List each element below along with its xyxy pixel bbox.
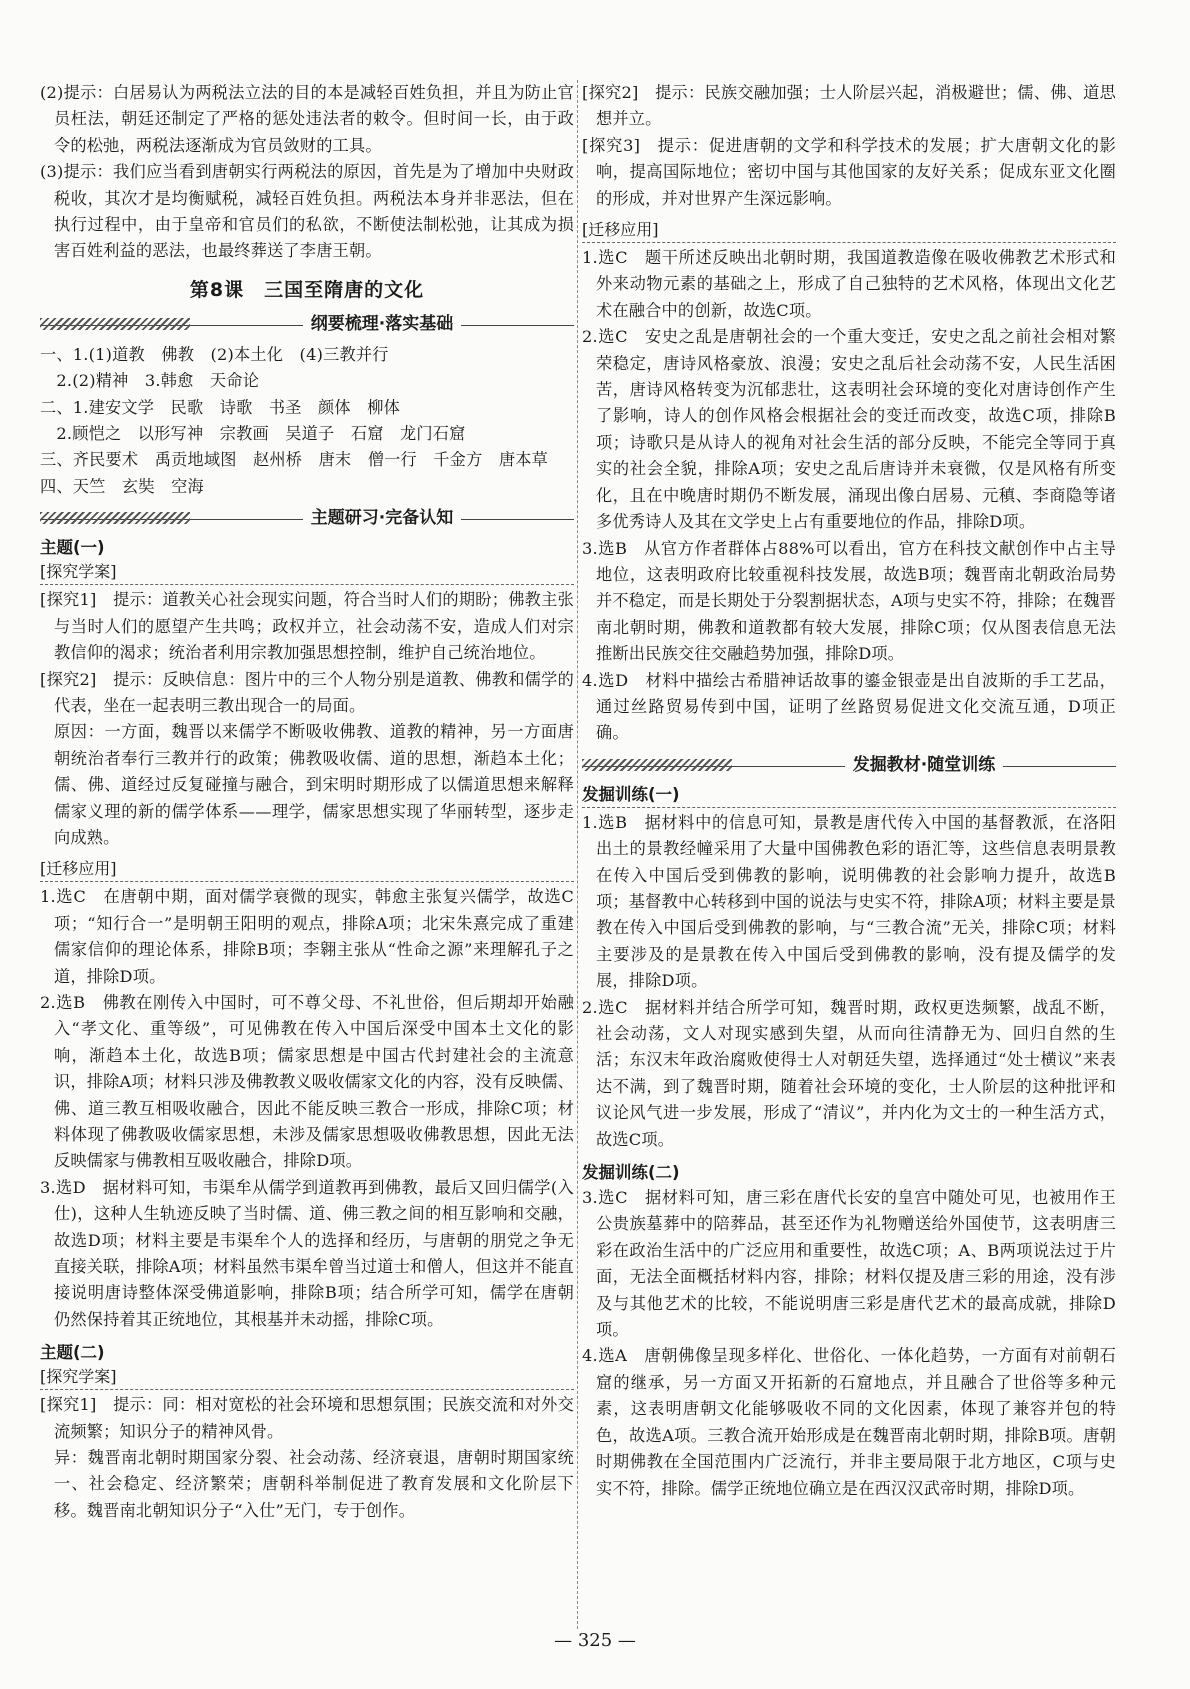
topic-heading: 主题(一) bbox=[40, 538, 105, 558]
column-divider bbox=[577, 80, 578, 1629]
answer-paragraph: [探究1] 提示：道教关心社会现实问题，符合当时人们的期盼；佛教主张与当时人们的愿望产生共鸣；政权并立，社会动荡不安，造成人们对宗教信仰的渴求；统治者利用宗教加强思想控制，维护自己统治地位。 bbox=[40, 590, 574, 663]
hatch-decoration bbox=[40, 512, 190, 524]
answer-paragraph: 4.选A 唐朝佛像呈现多样化、世俗化、一体化趋势，一方面有对前朝石窟的继承，另一方面又开拓新的石窟地点，并且融合了世俗等多种元素，这表明唐朝文化能够吸收不同的文化因素，体现了兼容并包的特色，故选A项。三教合流开始形成是在魏晋南北朝时期，排除B项。唐朝时期佛教在全国范围内广泛流行，并非主要局限于北方地区，C项与史实不符，排除。儒学正统地位确立是在西汉汉武帝时期，排除D项。 bbox=[582, 1346, 1116, 1498]
answer-paragraph: 异：魏晋南北朝时期国家分裂、社会动荡、经济衰退，唐朝时期国家统一、社会稳定、经济繁荣；唐朝科举制促进了教育发展和文化阶层下移。魏晋南北朝知识分子“入仕”无门，专于创作。 bbox=[54, 1448, 574, 1520]
answer-paragraph: [探究1] 提示：同：相对宽松的社会环境和思想氛围；民族交流和对外交流频繁；知识分子的精神风骨。 bbox=[40, 1395, 574, 1441]
right-column bbox=[582, 80, 1116, 1609]
answer-paragraph: [探究2] 提示：反映信息：图片中的三个人物分别是道教、佛教和儒学的代表，坐在一起表明三教出现合一的局面。 bbox=[40, 669, 574, 715]
answer-paragraph: [探究3] 提示：促进唐朝的文学和科学技术的发展；扩大唐朝文化的影响，提高国际地位；密切中国与其他国家的友好关系；促成东亚文化圈的形成，并对世界产生深远影响。 bbox=[582, 135, 1116, 208]
training-heading: 发掘训练(一) bbox=[582, 783, 1116, 808]
section-banner-label: 发掘教材·随堂训练 bbox=[845, 755, 1003, 775]
answer-paragraph: 1.选B 据材料中的信息可知，景教是唐代传入中国的基督教派，在洛阳出土的景教经幢采用了大量中国佛教色彩的语汇等，这些信息表明景教在传入中国后受到佛教的影响，说明佛教的社会影响力提升，故选B项；基督教中心转移到中国的说法与史实不符，排除A项；材料主要是景教在传入中国后受到佛教的影响，与“三教合流”无关，排除C项；材料主要涉及的是景教在传入中国后受到佛教的影响，没有提及儒学的发展，排除D项。 bbox=[582, 812, 1116, 991]
outline-line: 二、1.建安文学 民歌 诗歌 书圣 颜体 柳体 bbox=[40, 397, 400, 417]
subsection-label: [探究学案] bbox=[40, 1365, 574, 1390]
left-column bbox=[40, 80, 574, 1609]
topic-heading: 主题(二) bbox=[40, 1343, 105, 1363]
answer-paragraph: 3.选B 从官方作者群体占88%可以看出，官方在科技文献创作中占主导地位，这表明政府比较重视科技发展，故选B项；魏晋南北朝政治局势并不稳定，而是长期处于分裂割据状态，A项与史实不符，排除；在魏晋南北朝时期，佛教和道教都有较大发展，排除C项；仅从图表信息无法推断出民族交往交融趋势加强，排除D项。 bbox=[582, 538, 1116, 664]
subsection-label: [迁移应用] bbox=[582, 218, 1116, 243]
answer-paragraph: 3.选C 据材料可知，唐三彩在唐代长安的皇宫中随处可见，也被用作王公贵族墓葬中的陪葬品，甚至还作为礼物赠送给外国使节，这表明唐三彩在政治生活中的广泛应用和重要性，故选C项；A、B两项说法过于片面，无法全面概括材料内容，排除；材料仅提及唐三彩的用途，没有涉及与其他艺术的比较，不能说明唐三彩是唐代艺术的最高成就，排除D项。 bbox=[582, 1188, 1116, 1340]
outline-line: 四、天竺 玄奘 空海 bbox=[40, 476, 204, 496]
training-heading: 发掘训练(二) bbox=[582, 1163, 680, 1183]
answer-paragraph: (2)提示：白居易认为两税法立法的目的本是减轻百姓负担，并且为防止官员枉法，朝廷还制定了严格的惩处违法者的敕令。但时间一长，由于政令的松弛，两税法逐渐成为官员敛财的工具。 bbox=[40, 83, 574, 155]
page-number: — 325 — bbox=[554, 1630, 636, 1651]
answer-paragraph: 1.选C 题干所述反映出北朝时期，我国道教造像在吸收佛教艺术形式和外来动物元素的基础之上，形成了自己独特的艺术风格，体现出文化艺术在融合中的创新，故选C项。 bbox=[582, 248, 1116, 320]
section-banner bbox=[582, 751, 1116, 779]
answer-paragraph: (3)提示：我们应当看到唐朝实行两税法的原因，首先是为了增加中央财政税收，其次才是均衡赋税，减轻百姓负担。两税法本身并非恶法，但在执行过程中，由于皇帝和官员们的私欲，不断使法制松弛，让其成为损害百姓利益的恶法，也最终葬送了李唐王朝。 bbox=[40, 162, 574, 261]
subsection-label: [探究学案] bbox=[40, 560, 574, 585]
lesson-title: 第8课 三国至隋唐的文化 bbox=[189, 278, 425, 301]
hatch-decoration bbox=[582, 759, 732, 771]
section-banner-label: 主题研习·完备认知 bbox=[303, 508, 461, 528]
answer-paragraph: 1.选C 在唐朝中期，面对儒学衰微的现实，韩愈主张复兴儒学，故选C项；“知行合一”是明朝王阳明的观点，排除A项；北宋朱熹完成了重建儒家信仰的理论体系，排除B项；李翱主张从“性命之源”来理解孔子之道，排除D项。 bbox=[40, 887, 574, 986]
section-banner bbox=[40, 310, 574, 338]
answer-paragraph: 3.选D 据材料可知，韦渠牟从儒学到道教再到佛教，最后又回归儒学(入仕)，这种人生轨迹反映了当时儒、道、佛三教之间的相互影响和交融，故选D项；材料主要是韦渠牟个人的选择和经历，与唐朝的朋党之争无直接关联，排除A项；材料虽然韦渠牟曾当过道士和僧人，但这并不能直接说明唐诗整体深受佛道影响，排除B项；结合所学可知，儒学在唐朝仍然保持着其正统地位，其根基并未动摇，排除C项。 bbox=[40, 1177, 574, 1329]
outline-line: 2.顾恺之 以形写神 宗教画 吴道子 石窟 龙门石窟 bbox=[40, 424, 466, 444]
answer-paragraph: 原因：一方面，魏晋以来儒学不断吸收佛教、道教的精神，另一方面唐朝统治者奉行三教并行的政策；佛教吸收儒、道的思想，渐趋本土化；儒、佛、道经过反复碰撞与融合，到宋明时期形成了以儒道思想来解释儒家义理的新的儒学体系——理学，儒家思想实现了华丽转型，逐步走向成熟。 bbox=[54, 722, 574, 847]
hatch-decoration bbox=[40, 318, 190, 330]
outline-line: 三、齐民要术 禹贡地域图 赵州桥 唐末 僧一行 千金方 唐本草 bbox=[40, 450, 549, 470]
outline-line: 一、1.(1)道教 佛教 (2)本土化 (4)三教并行 bbox=[40, 344, 389, 364]
outline-line: 2.(2)精神 3.韩愈 天命论 bbox=[40, 371, 260, 391]
answer-paragraph: 2.选C 据材料并结合所学可知，魏晋时期，政权更迭频繁，战乱不断，社会动荡，文人对现实感到失望，从而向往清静无为、回归自然的生活；东汉末年政治腐败使得士人对朝廷失望，选择通过“处士横议”来表达不满，到了魏晋时期，随着社会环境的变化，士人阶层的这种批评和议论风气进一步发展，形成了“清议”，并内化为文士的一种生活方式，故选C项。 bbox=[582, 997, 1116, 1149]
answer-paragraph: 2.选C 安史之乱是唐朝社会的一个重大变迁，安史之乱之前社会相对繁荣稳定，唐诗风格豪放、浪漫；安史之乱后社会动荡不安，人民生活困苦，唐诗风格转变为沉郁悲壮，这表明社会环境的变化对唐诗创作产生了影响，诗人的创作风格会根据社会的变迁而改变，故选C项，排除B项；诗歌只是从诗人的视角对社会生活的部分反映，不能完全等同于真实的社会全貌，排除A项；安史之乱后唐诗并未衰微，仅是风格有所变化，且在中晚唐时期仍不断发展，涌现出像白居易、元稹、李商隐等诸多优秀诗人及其在文学史上占有重要地位的作品，排除D项。 bbox=[582, 327, 1116, 532]
section-banner-label: 纲要梳理·落实基础 bbox=[303, 314, 461, 334]
subsection-label: [迁移应用] bbox=[40, 857, 574, 882]
answer-paragraph: [探究2] 提示：民族交融加强；士人阶层兴起，消极避世；儒、佛、道思想并立。 bbox=[582, 83, 1116, 129]
section-banner bbox=[40, 504, 574, 532]
answer-paragraph: 2.选B 佛教在刚传入中国时，可不尊父母、不礼世俗，但后期却开始融入“孝文化、重等级”，可见佛教在传入中国后深受中国本土文化的影响，渐趋本土化，故选B项；儒家思想是中国古代封建社会的主流意识，排除A项；材料只涉及佛教教义吸收儒家文化的内容，没有反映儒、佛、道三教互相吸收融合，因此不能反映三教合一形成，排除C项；材料体现了佛教吸收儒家思想，未涉及儒家思想吸收佛教思想，因此无法反映儒家与佛教相互吸收融合，排除D项。 bbox=[40, 992, 574, 1171]
answer-paragraph: 4.选D 材料中描绘古希腊神话故事的鎏金银壶是出自波斯的手工艺品，通过丝路贸易传到中国，证明了丝路贸易促进文化交流互通，D项正确。 bbox=[582, 670, 1116, 743]
